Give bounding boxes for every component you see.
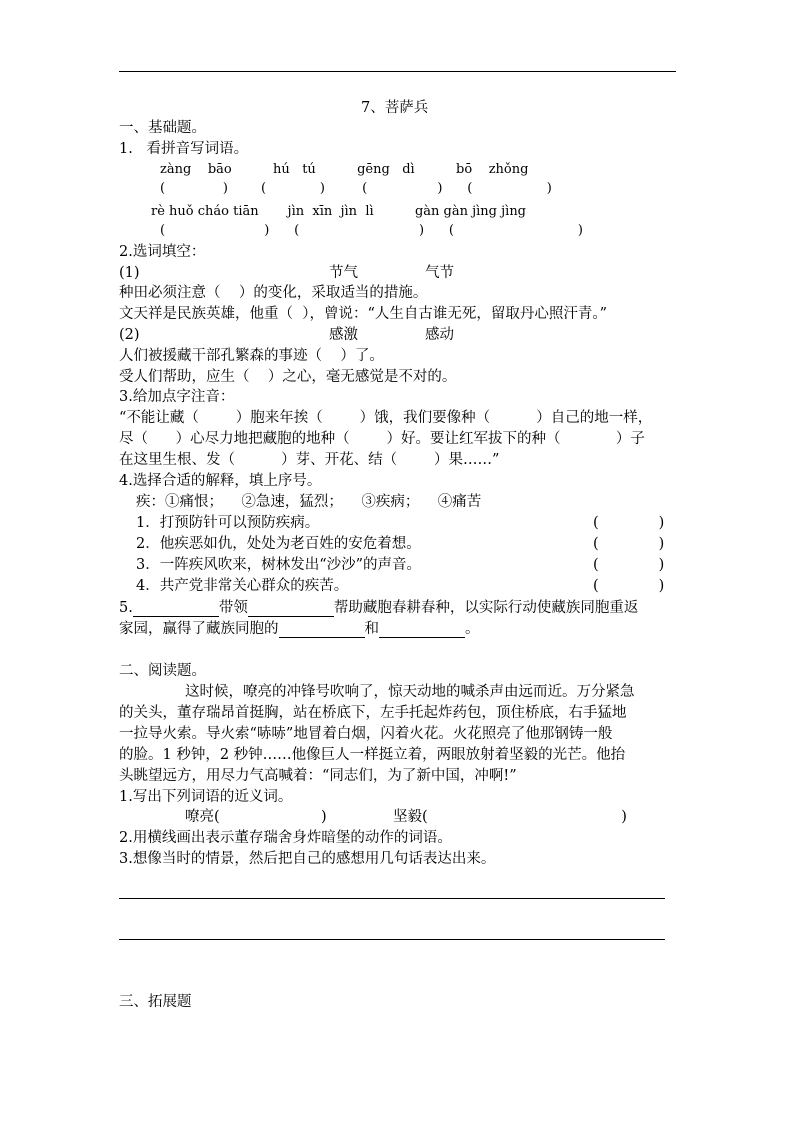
q2-part2-number: (2) [119, 327, 140, 343]
pinyin-row-1: zàng bāo hú tú gēng dì bō zhǒng [160, 162, 529, 177]
q2-sentence-3: 人们被援藏干部孔繁森的事迹（ ）了。 [119, 348, 384, 364]
q2-part1-number: (1) [119, 265, 140, 281]
q4-item-3: 3．一阵疾风吹来，树林发出“沙沙”的声音。 [136, 557, 422, 573]
answer-parens-row-2: ( ) ( ) ( ) [160, 223, 584, 238]
q4-answer-paren: ( ) [593, 578, 665, 594]
page-title: 7、菩萨兵 [361, 100, 429, 116]
section-3-heading: 三、拓展题 [119, 994, 192, 1010]
q4-item-1: 1．打预防针可以预防疾病。 [136, 515, 320, 531]
q5-line-1 [119, 599, 638, 617]
q4-answer-paren: ( ) [593, 536, 665, 552]
q2-part2-word1: 感激 [329, 327, 358, 343]
q3-line-2: 尽（ ）心尽力地把藏胞的地种（ ）好。要让红军拔下的种（ ）子 [119, 431, 645, 447]
q4-item-2: 2．他疾恶如仇，处处为老百姓的安危着想。 [136, 536, 421, 552]
q1-label: 1. 看拼音写词语。 [119, 141, 249, 157]
q5-text-5: 。 [465, 621, 480, 637]
read-q2-label: 2.用横线画出表示董存瑞舍身炸暗堡的动作的词语。 [119, 830, 452, 846]
header-rule [119, 71, 676, 72]
passage-line-5: 头眺望远方，用尽力气高喊着：“同志们，为了新中国，冲啊!” [119, 768, 517, 784]
q5-text-1: 带领 [218, 600, 248, 616]
q5-text-3: 家园，赢得了藏族同胞的 [119, 621, 279, 637]
q4-item-4: 4．共产党非常关心群众的疾苦。 [136, 578, 349, 594]
section-2-heading: 二、阅读题。 [119, 663, 206, 679]
read-q1-label: 1.写出下列词语的近义词。 [119, 789, 293, 805]
q4-options: 疾：①痛恨； ②急速，猛烈； ③疾病； ④痛苦 [136, 494, 482, 510]
q2-part2-word2: 感动 [425, 327, 454, 343]
passage-line-3: 一拉导火索。导火索“哧哧”地冒着白烟，闪着火花。火花照亮了他那钢铸一般 [119, 726, 613, 742]
q2-label: 2.选词填空： [119, 244, 206, 260]
q2-sentence-4: 受人们帮助，应生（ ）之心，毫无感觉是不对的。 [119, 369, 457, 385]
section-1-heading: 一、基础题。 [119, 120, 206, 136]
answer-line [119, 898, 665, 899]
q5-text-2: 帮助藏胞春耕春种，以实际行动使藏族同胞重返 [333, 600, 639, 616]
blank-line [133, 602, 219, 617]
q2-part1-word2: 气节 [425, 265, 454, 281]
read-q3-label: 3.想像当时的情景，然后把自己的感想用几句话表达出来。 [119, 851, 496, 867]
q5-number: 5. [119, 600, 133, 616]
q4-answer-paren: ( ) [593, 515, 665, 531]
q2-part1-word1: 节气 [329, 265, 358, 281]
q4-label: 4.选择合适的解释，填上序号。 [119, 473, 322, 489]
read-q1-word-1: 嘹亮( ) [185, 809, 327, 825]
q2-sentence-2: 文天祥是民族英雄，他重（ ），曾说：“人生自古谁无死，留取丹心照汗青。” [119, 306, 608, 322]
read-q1-word-2: 坚毅( ) [393, 809, 627, 825]
q5-line-2 [119, 620, 480, 638]
q4-answer-paren: ( ) [593, 557, 665, 573]
passage-line-4: 的脸。1 秒钟，2 秒钟……他像巨人一样挺立着，两眼放射着坚毅的光芒。他抬 [119, 747, 626, 763]
q5-text-4: 和 [364, 621, 379, 637]
passage-line-2: 的关头，董存瑞昂首挺胸，站在桥底下，左手托起炸药包，顶住桥底，右手猛地 [119, 705, 627, 721]
q2-sentence-1: 种田必须注意（ ）的变化，采取适当的措施。 [119, 285, 428, 301]
q3-line-1: “不能让藏（ ）胞来年挨（ ）饿，我们要像种（ ）自己的地一样， [119, 410, 653, 426]
blank-line [279, 623, 365, 638]
q3-line-3: 在这里生根、发（ ）芽、开花、结（ ）果……” [119, 452, 500, 468]
answer-line [119, 939, 665, 940]
pinyin-row-2: rè huǒ cháo tiān jìn xīn jìn lì gàn gàn jìng jìng [151, 204, 527, 219]
q3-label: 3.给加点字注音： [119, 389, 235, 405]
passage-line-1: 这时候，嘹亮的冲锋号吹响了，惊天动地的喊杀声由远而近。万分紧急 [185, 684, 635, 700]
blank-line [248, 602, 334, 617]
answer-parens-row-1: ( ) ( ) ( ) ( ) [160, 181, 552, 196]
blank-line [379, 623, 465, 638]
